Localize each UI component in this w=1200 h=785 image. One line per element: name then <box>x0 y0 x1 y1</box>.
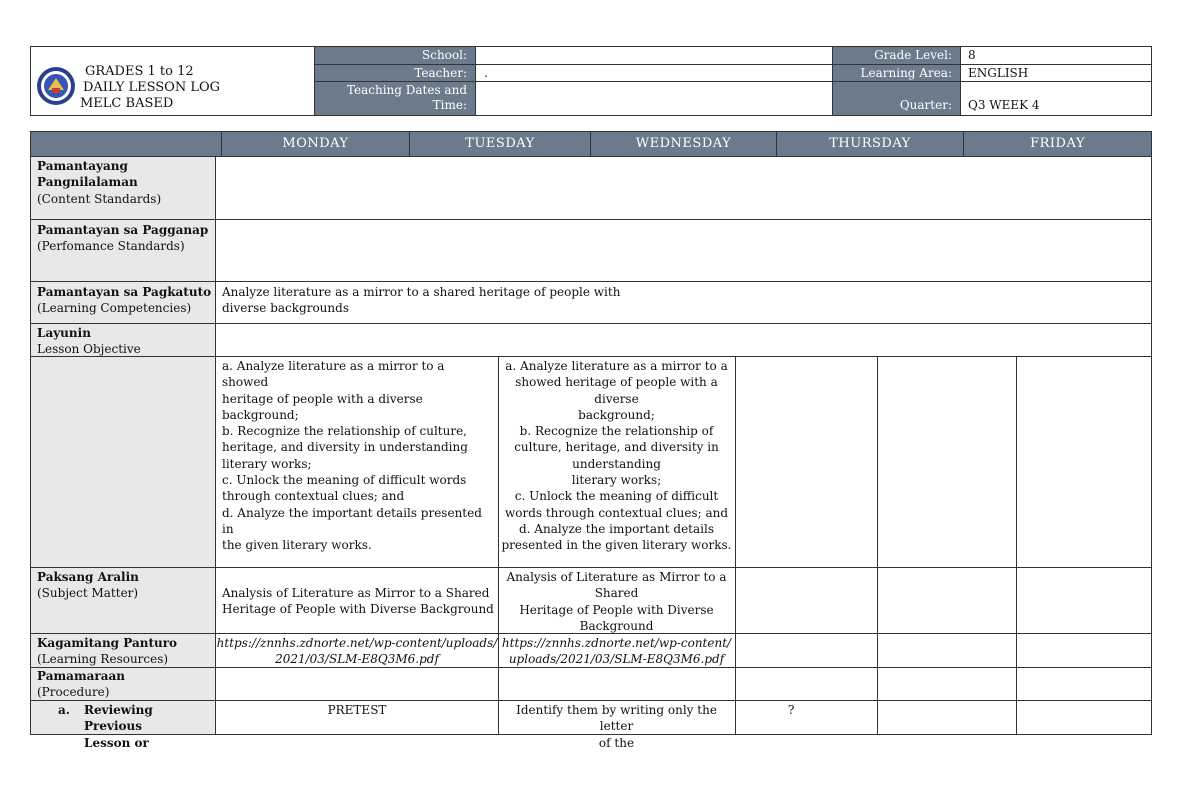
perf-std-title: Pamantayan sa Pagganap <box>37 223 209 237</box>
content-std-subtitle: (Content Standards) <box>37 191 162 206</box>
objective-title: Layunin <box>37 326 91 340</box>
col-line-c <box>877 356 878 734</box>
learn-comp-title: Pamantayan sa Pagkatuto <box>37 285 212 299</box>
area-value[interactable]: ENGLISH <box>968 66 1029 80</box>
resources-monday-link[interactable] <box>216 635 498 668</box>
grade-label: Grade Level: <box>832 47 960 64</box>
hdr-line-h2 <box>314 81 1152 82</box>
row-subject-label <box>37 569 212 602</box>
obj-mon-line: a. Analyze literature as a mirror to a showed <box>222 359 445 390</box>
review-tue-2: of the <box>598 735 635 750</box>
subject-title: Paksang Aralin <box>37 570 139 584</box>
quarter-value[interactable]: Q3 WEEK 4 <box>968 98 1040 112</box>
resources-tuesday-link[interactable] <box>500 635 733 668</box>
obj-mon-line: through contextual clues; and <box>222 489 405 504</box>
body-left-border <box>30 157 31 735</box>
title-melc: MELC BASED <box>80 96 174 111</box>
resources-title: Kagamitang Panturo <box>37 636 178 650</box>
subject-tue-line: Analysis of Literature as Mirror to a <box>506 570 727 584</box>
dates-label <box>315 82 475 115</box>
body-right-border <box>1151 157 1152 735</box>
subject-tue-line: Background <box>579 618 654 633</box>
school-value[interactable] <box>476 47 832 64</box>
procedure-subtitle: (Procedure) <box>37 685 110 700</box>
day-sep-1 <box>221 132 222 156</box>
title-grades: GRADES 1 to 12 <box>85 64 194 79</box>
dates-label-1: Teaching Dates and <box>346 83 467 97</box>
quarter-label: Quarter: <box>832 82 960 115</box>
learn-comp-text-1: Analyze literature as a mirror to a shared heritage of people with <box>222 285 621 299</box>
hdr-line-h1 <box>314 64 1152 65</box>
day-thursday: THURSDAY <box>777 132 963 156</box>
obj-tue-line: presented in the given literary works. <box>501 538 732 553</box>
row-procedure-label <box>37 668 212 701</box>
obj-tue-line: literary works; <box>571 473 662 488</box>
day-sep-4 <box>776 132 777 156</box>
day-friday: FRIDAY <box>964 132 1151 156</box>
deped-seal-logo <box>36 66 76 106</box>
subject-tue-line: Shared <box>594 586 639 601</box>
obj-mon-line: heritage, and diversity in understanding <box>222 440 468 455</box>
learn-comp-subtitle: (Learning Competencies) <box>37 301 192 316</box>
day-header-blank <box>31 132 221 156</box>
row-line-2 <box>30 281 1152 282</box>
grade-value[interactable]: 8 <box>968 48 976 62</box>
resources-mon-1: https://znnhs.zdnorte.net/wp-content/uploads/ <box>216 636 498 650</box>
review-wednesday: ? <box>788 703 795 717</box>
subject-mon-1: Analysis of Literature as Mirror to a Shared <box>222 586 490 600</box>
perf-std-subtitle: (Perfomance Standards) <box>37 239 185 254</box>
review-title-1: Reviewing Previous <box>84 703 153 734</box>
obj-mon-line: c. Unlock the meaning of difficult words <box>222 473 467 488</box>
objectives-tuesday <box>500 358 733 554</box>
row-learning-comp-label <box>37 284 212 317</box>
obj-tue-line: b. Recognize the relationship of <box>519 424 714 439</box>
resources-mon-2: 2021/03/SLM-E8Q3M6.pdf <box>275 652 439 667</box>
col-line-d <box>1016 356 1017 734</box>
day-sep-3 <box>590 132 591 156</box>
col-line-b <box>735 356 736 734</box>
row-resources-label <box>37 635 212 668</box>
review-title-2: Lesson or <box>84 735 149 750</box>
school-label: School: <box>315 47 475 64</box>
obj-tue-line: understanding <box>572 456 661 471</box>
day-tuesday: TUESDAY <box>410 132 590 156</box>
dates-label-2: Time: <box>432 98 467 112</box>
learning-comp-text <box>222 284 722 317</box>
procedure-title: Pamamaraan <box>37 669 126 683</box>
day-wednesday: WEDNESDAY <box>591 132 776 156</box>
area-label: Learning Area: <box>832 64 960 82</box>
obj-mon-line: the given literary works. <box>222 538 372 553</box>
obj-tue-line: background; <box>578 407 655 422</box>
obj-tue-line: diverse <box>594 391 639 406</box>
teacher-value[interactable]: . <box>484 66 488 80</box>
row-perf-standards-label <box>37 222 212 255</box>
day-sep-5 <box>963 132 964 156</box>
obj-tue-line: c. Unlock the meaning of difficult <box>514 489 719 504</box>
learn-comp-text-2: diverse backgrounds <box>222 301 349 316</box>
review-tue-1: Identify them by writing only the letter <box>516 703 717 734</box>
obj-mon-line: d. Analyze the important details presented in <box>222 505 482 536</box>
day-monday: MONDAY <box>222 132 409 156</box>
col-line-a <box>498 356 499 734</box>
review-letter: a. <box>58 703 70 717</box>
content-std-title-2: Pangnilalaman <box>37 175 138 190</box>
row-objective-label <box>37 325 212 358</box>
title-dll: DAILY LESSON LOG <box>83 80 221 95</box>
row-line-5 <box>30 567 1152 568</box>
obj-tue-line: showed heritage of people with a <box>515 375 718 390</box>
row-line-1 <box>30 219 1152 220</box>
obj-mon-line: b. Recognize the relationship of culture, <box>222 424 467 439</box>
content-std-title-1: Pamantayang <box>37 159 128 173</box>
subject-tue-line: Heritage of People with Diverse <box>519 602 714 617</box>
obj-tue-line: a. Analyze literature as a mirror to a <box>505 359 728 373</box>
obj-tue-line: d. Analyze the important details <box>519 521 714 536</box>
resources-subtitle: (Learning Resources) <box>37 652 169 667</box>
subject-subtitle: (Subject Matter) <box>37 586 139 601</box>
row-line-3 <box>30 323 1152 324</box>
obj-tue-line: culture, heritage, and diversity in <box>514 440 719 455</box>
obj-mon-line: heritage of people with a diverse <box>222 391 423 406</box>
row-review-label <box>84 702 214 751</box>
day-sep-2 <box>409 132 410 156</box>
obj-mon-line: literary works; <box>222 456 312 471</box>
row-content-standards-label <box>37 158 212 207</box>
objective-subtitle: Lesson Objective <box>37 342 141 357</box>
obj-mon-line: background; <box>222 407 299 422</box>
dates-value[interactable] <box>476 82 832 115</box>
teacher-label: Teacher: <box>315 64 475 82</box>
obj-tue-line: words through contextual clues; and <box>504 505 729 520</box>
review-tuesday <box>500 702 733 751</box>
resources-tue-2: uploads/2021/03/SLM-E8Q3M6.pdf <box>508 652 725 667</box>
subject-monday <box>222 585 497 618</box>
subject-mon-2: Heritage of People with Diverse Background <box>222 602 494 617</box>
review-monday: PRETEST <box>327 703 387 717</box>
resources-tue-1: https://znnhs.zdnorte.net/wp-content/ <box>501 636 732 650</box>
subject-tuesday <box>500 569 733 634</box>
objectives-monday <box>222 358 492 554</box>
